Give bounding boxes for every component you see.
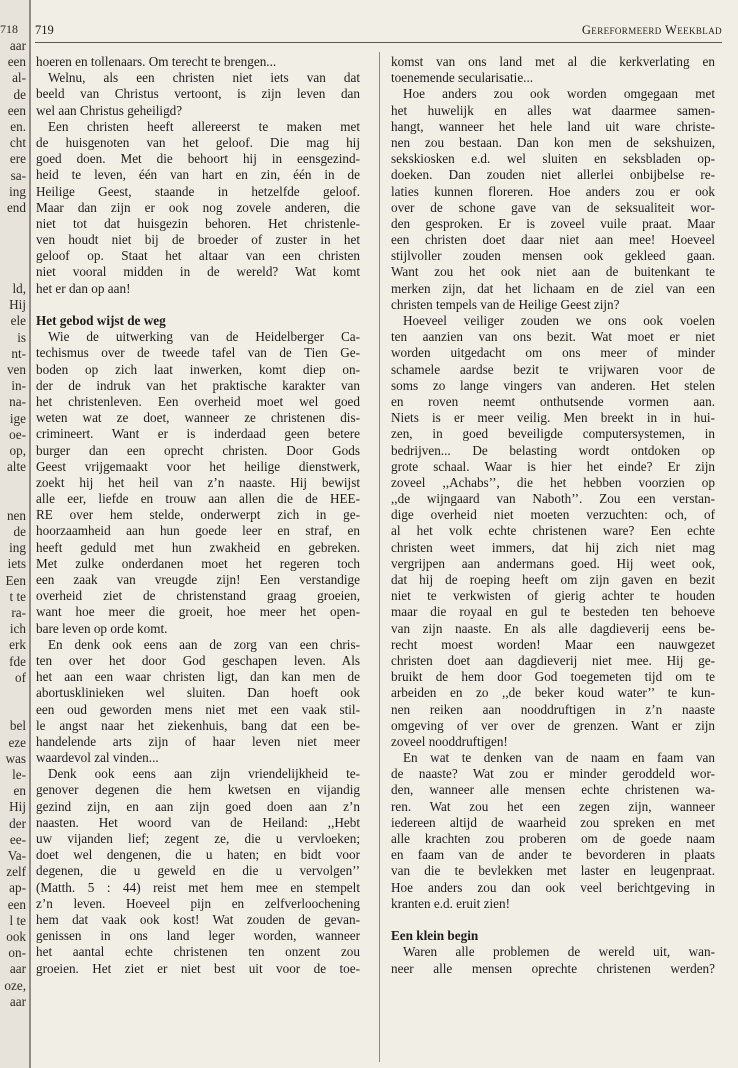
previous-page-fragment: on-: [8, 945, 26, 961]
text-line: alle krachten zou proberen om de goede naam: [391, 831, 715, 846]
text-line: den gesproken. Er is zoveel vuile praat. Maar: [391, 215, 715, 231]
text-line: zoveel ,,Achabs’’, die het hebben voorzien op: [391, 474, 715, 490]
section-heading: Het gebod wijst de weg: [36, 313, 166, 328]
text-line: alle eer, liefde en trouw aan allen die de HEE-: [36, 491, 360, 507]
previous-page-fragment: de: [13, 524, 26, 539]
previous-page-fragment: ook: [6, 929, 26, 944]
text-line: doet wel dengenen, die u haten; en bidt voor: [36, 847, 360, 863]
text-line: al het volk echte christenen ware? Een echte: [391, 523, 715, 539]
previous-page-fragment: ven: [6, 362, 26, 377]
previous-page-fragment: nt-: [11, 345, 26, 361]
previous-page-fragment: Hij: [9, 799, 26, 815]
previous-page-fragment: aar: [9, 961, 26, 977]
previous-page-fragment: ere: [9, 151, 26, 167]
page-number: 719: [35, 23, 54, 37]
text-line: heeft geduld met hun zwakheid en gebreken.: [36, 539, 360, 555]
previous-page-fragment: een: [7, 896, 26, 912]
text-line: maar die royaal en gul te besteden ten behoeve: [391, 604, 715, 620]
text-line: le angst naar het ziekenhuis, bang dat een be-: [36, 717, 360, 733]
text-line: hem dat vaak ook kost! Wat zouden de gevan-: [36, 911, 360, 927]
text-line: burger dan een oprecht christen. Door Gods: [36, 442, 360, 458]
text-line: techismus over de tweede tafel van de Tien Ge-: [36, 345, 360, 361]
text-line: en faam van de ander te bevorderen in plaats: [391, 847, 715, 863]
text-line: laties kunnen floreren. Hoe anders zou er ook: [391, 183, 715, 199]
text-line: doeken. Dan zouden niet allerlei onbijbelse re-: [391, 167, 715, 183]
text-line: naasten. Het woord van de Heiland: ,,Hebt: [36, 814, 360, 830]
previous-page-fragment: in-: [11, 378, 26, 394]
previous-page-fragment: na-: [9, 394, 26, 410]
text-line: het huwelijk en alles wat daarmee samen-: [391, 102, 715, 118]
text-line: Hoe anders zou dan ook veel berichtgeving in: [391, 879, 715, 895]
previous-page-fragment: oe-: [9, 426, 26, 442]
previous-page-fragment: ele: [10, 313, 26, 329]
text-line: Hoe anders zou ook worden omgegaan met: [403, 86, 715, 102]
previous-page-fragment: een: [7, 102, 26, 118]
text-line: toenemende secularisatie...: [391, 70, 534, 86]
text-line: worden uitgedacht om ons meer of minder: [391, 345, 715, 361]
previous-page-fragment: ra-: [11, 605, 26, 620]
text-line: ,,de wijngaard van Naboth’’. Zou een verstan-: [391, 491, 715, 507]
text-line: overheid ziet de christenstand graag groeien,: [36, 588, 360, 604]
previous-page-fragment: ich: [9, 621, 26, 637]
previous-page-fragment: fde: [9, 653, 26, 669]
previous-page-fragment: zelf: [6, 864, 26, 880]
previous-page-fragment: Hij: [9, 297, 26, 313]
text-line: Maar dan zijn er ook nog zovele anderen, die: [36, 199, 360, 215]
text-line: de naaste? Wat zou er minder geroddeld wor-: [391, 766, 715, 782]
previous-page-fragment: end: [6, 200, 26, 215]
text-line: uw vijanden lief; zegent ze, die u vervloeken;: [36, 831, 360, 846]
text-line: over de schone gave van de seksualiteit wor-: [391, 199, 715, 215]
text-line: zen, in goed beveiligde computersystemen, in: [391, 426, 715, 442]
previous-page-fragment: le-: [12, 767, 26, 782]
previous-page-fragment: sa-: [10, 167, 26, 183]
text-line: christen tempels van de Heilige Geest zijn?: [391, 296, 620, 312]
text-line: van zijn naaste. En als alle dagdieverij eens be-: [391, 620, 715, 636]
previous-page-fragment: Va-: [7, 848, 26, 863]
previous-page-fragment: en.: [10, 119, 26, 134]
text-line: niet tot dat huisgezin behoren. Het christenle-: [36, 215, 360, 231]
previous-page-fragment: is: [17, 329, 26, 345]
text-line: een zaak van vreugde zijn! Een verstandige: [36, 572, 360, 587]
previous-page-fragment: ing: [9, 540, 26, 556]
previous-page-fragment: eze: [8, 734, 26, 750]
text-line: Heilige Geest, staande in hetzelfde geloof.: [36, 183, 360, 199]
text-line: dige overheid niet moeten verzuchten: och, of: [391, 507, 715, 523]
text-line: sekskiosken e.d. wel sluiten en seksbladen op-: [391, 151, 715, 167]
text-line: ven houdt niet bij de broeder of zuster in het: [36, 232, 360, 248]
text-line: Niets is er meer veilig. Men breekt in in hui-: [391, 410, 715, 426]
text-line: christen weet immers, dat hij zich niet mag: [391, 539, 715, 555]
text-line: en roven neemt onthutsende vormen aan.: [391, 393, 715, 409]
previous-page-fragment: ap-: [9, 880, 26, 896]
previous-page-fragment: bel: [9, 718, 26, 734]
journal-title: Gereformeerd Weekblad: [581, 23, 722, 37]
text-line: beeld van Christus vertoont, is zijn leven dan: [36, 86, 360, 102]
text-line: RE over hem stelde, onderwerpt zich in ge-: [36, 507, 360, 523]
text-line: nen zou bestaan. Dan kon men de sekshuizen,: [391, 134, 715, 150]
previous-page-number: 718: [0, 22, 18, 36]
text-line: ren. Wat zou het een zegen zijn, wanneer: [391, 798, 715, 814]
text-line: arbeiden en zo ,,de beker koud water’’ te kun-: [391, 685, 715, 701]
text-line: wel aan Christus geheiligd?: [36, 102, 183, 118]
text-line: Geest vrijgemaakt voor het heilige dienstwerk,: [36, 458, 360, 474]
text-line: Wie de uitwerking van de Heidelberger Ca-: [48, 329, 360, 345]
text-line: waardevol zal vinden...: [36, 750, 159, 766]
text-line: Welnu, als een christen niet iets van dat: [48, 70, 360, 86]
previous-page-fragment: ee-: [9, 831, 26, 847]
previous-page-fragment: ing: [9, 183, 26, 199]
text-line: bedrijven... De belasting wordt ontdoken op: [391, 442, 715, 458]
previous-page-fragment: Een: [5, 572, 26, 588]
text-line: En denk ook eens aan de zorg van een chris-: [48, 636, 360, 652]
text-line: geloof op. Staat het altaar van een christen: [36, 248, 360, 264]
text-line: zoveel nooddruftigen!: [391, 733, 508, 749]
previous-page-fragment: aar: [9, 993, 26, 1009]
text-line: degenen, die u geweld en die u vervolgen’’: [36, 863, 360, 879]
text-line: (Matth. 5 : 44) reist met hem mee en stempelt: [36, 879, 360, 895]
text-line: weten wat ze doet, wanneer ze christenen dis-: [36, 410, 360, 426]
previous-page-fragment: erk: [9, 637, 26, 653]
text-line: gezind zijn, en aan zijn goed doen aan z’n: [36, 798, 360, 814]
section-heading: Een klein begin: [391, 928, 479, 944]
magazine-page: [31, 0, 738, 1068]
text-line: dat hij de roeping heeft om zijn gaven en bezit: [391, 572, 715, 587]
text-line: Een christen heeft allereerst te maken met: [48, 118, 360, 134]
text-line: kranten e.d. eruit zien!: [391, 895, 510, 911]
text-line: stijlvoller zouden mensen ook gekleed gaan.: [391, 248, 715, 264]
text-line: Waren alle problemen de wereld uit, wan-: [403, 944, 715, 960]
text-line: grote schaal. Waar is hier het einde? Er zijn: [391, 458, 715, 474]
paragraph-gap: [391, 912, 715, 928]
text-line: goed doen. Met die behoort hij in eensgezind-: [36, 151, 360, 167]
text-line: bare leven op orde komt.: [36, 620, 168, 636]
text-line: want hoe meer die groeit, hoe meer het open-: [36, 604, 360, 620]
previous-page-fragment: was: [5, 750, 26, 766]
text-line: Met zulke onderdanen moet het regeren toch: [36, 555, 360, 571]
previous-page-fragment: de: [13, 86, 26, 102]
previous-page-fragment: een: [7, 54, 26, 70]
text-line: der de indruk van het praktische karakter van: [36, 377, 360, 393]
text-line: christen doet aan dagdieverij niet mee. Hij ge-: [391, 652, 715, 668]
text-line: neer alle mensen oprechte christenen werden?: [391, 960, 715, 976]
text-line: het christenleven. Een overheid moet wel goed: [36, 393, 360, 409]
text-line: schamele aardse bezit te vrijwaren voor de: [391, 361, 715, 377]
previous-page-fragment: op,: [9, 443, 26, 458]
text-line: zoekt hij het heil van z’n naaste. Hij bewijst: [36, 474, 360, 490]
previous-page-fragment: cht: [9, 135, 26, 151]
text-line: komst van ons land met al die kerkverlating en: [391, 54, 715, 69]
right-column: [391, 54, 715, 977]
left-column: [36, 54, 360, 977]
text-line: niet te verkwisten of gierig achter te houden: [391, 588, 715, 604]
text-line: een oud geworden mens niet met een vaak stil-: [36, 701, 360, 717]
text-line: recht moest worden! Maar een nauwgezet: [391, 636, 715, 652]
previous-page-fragment: der: [9, 815, 26, 831]
text-line: hangt, wanneer het hele land uit ware christe-: [391, 118, 715, 134]
text-line: van die te bevlekken met laster en leugenpraat.: [391, 863, 715, 879]
column-divider: [379, 52, 380, 1062]
text-line: groeien. Het ziet er niet best uit voor de toe-: [36, 960, 360, 976]
text-line: een christen doet daar niet aan mee! Hoeveel: [391, 232, 715, 248]
previous-page-fragment: en: [13, 783, 26, 799]
text-line: omgeving of ver over de grenzen. Want er zijn: [391, 717, 715, 733]
text-line: abortusklinieken wel sluiten. Dan hoeft ook: [36, 685, 360, 701]
text-line: Denk ook eens aan zijn vriendelijkheid te-: [48, 766, 360, 782]
previous-page-fragment: oze,: [4, 977, 26, 993]
text-line: het aantal echte christenen ten onzent zou: [36, 944, 360, 960]
text-line: handelende arts zijn of haar leven niet meer: [36, 733, 360, 749]
text-line: ten over het door God geschapen leven. Als: [36, 652, 360, 668]
text-line: den, wanneer alle mensen echte christenen wa-: [391, 782, 715, 798]
text-line: hoeren en tollenaars. Om terecht te brengen...: [36, 54, 277, 69]
text-line: z’n leven. Hoeveel pijn en zelfverloochening: [36, 895, 360, 911]
text-line: merken zijn, dat het lichaam en de ziel van een: [391, 280, 715, 296]
previous-page-fragment: of: [15, 669, 26, 685]
previous-page-fragment: aar: [9, 38, 26, 53]
previous-page-fragment: ld,: [12, 281, 26, 296]
text-line: nen reiken aan nooddruftigen in z’n naaste: [391, 701, 715, 717]
text-line: genissen in ons land leger worden, wanneer: [36, 928, 360, 944]
text-line: de huisgenoten van het geloof. Die mag hij: [36, 134, 360, 150]
text-line: hoorzaamheid aan hun goede leer en straf, en: [36, 523, 360, 539]
text-line: iedereen altijd de waarheid zou spreken en met: [391, 814, 715, 830]
text-line: het er dan op aan!: [36, 280, 131, 296]
text-line: bruikt de hem door God toegemeten tijd om te: [391, 669, 715, 685]
previous-page-fragment: al-: [12, 70, 26, 86]
page-header: [35, 20, 722, 43]
previous-page-fragment: l te: [9, 912, 26, 928]
text-line: soms zo lange vingers van anderen. Het stelen: [391, 377, 715, 393]
text-line: Hoeveel veiliger zouden we ons ook voelen: [403, 313, 715, 328]
text-line: niet vooral midden in de wereld? Wat komt: [36, 264, 360, 280]
previous-page-fragment: nen: [6, 507, 26, 523]
text-line: vergrijpen aan andermans goed. Hij weet ook,: [391, 555, 715, 571]
previous-page-edge: [0, 0, 31, 1068]
previous-page-fragment: t te: [9, 588, 26, 604]
text-line: ten aanzien van ons bezit. Wat moet er niet: [391, 329, 715, 345]
text-line: boden op zich laat inwerken, komt diep on-: [36, 361, 360, 377]
text-line: Want zou het ook niet aan de buitenkant te: [391, 264, 715, 280]
text-line: crimineert. Want er is inderdaad geen betere: [36, 426, 360, 442]
previous-page-fragment: ige: [9, 410, 26, 426]
text-line: het aan een waar christen ligt, dan kan men de: [36, 669, 360, 685]
previous-page-fragment: alte: [6, 459, 26, 475]
text-line: En wat te denken van de naam en faam van: [403, 750, 715, 766]
previous-page-fragment: iets: [7, 556, 26, 572]
text-line: genover degenen die hem kwetsen en vijandig: [36, 782, 360, 798]
paragraph-gap: [36, 297, 360, 313]
text-line: heid te leven, één van hart en zin, één in de: [36, 167, 360, 183]
